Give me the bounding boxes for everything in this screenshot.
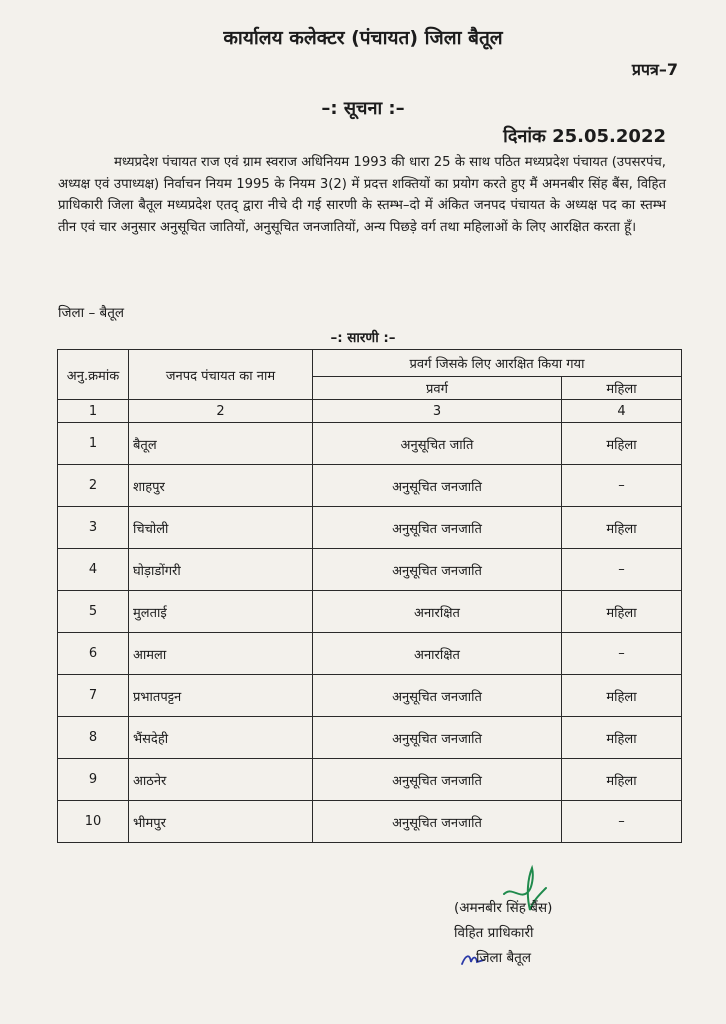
row-serial: 10 <box>58 801 129 843</box>
row-janpad-name: घोड़ाडोंगरी <box>129 549 313 591</box>
row-women: – <box>562 633 682 675</box>
row-category: अनारक्षित <box>313 591 562 633</box>
column-number: 3 <box>313 400 562 423</box>
row-category: अनुसूचित जनजाति <box>313 801 562 843</box>
row-category: अनुसूचित जनजाति <box>313 507 562 549</box>
row-serial: 5 <box>58 591 129 633</box>
row-women: महिला <box>562 675 682 717</box>
notice-heading: –: सूचना :– <box>321 98 405 119</box>
row-janpad-name: बैतूल <box>129 423 313 465</box>
row-janpad-name: मुलताई <box>129 591 313 633</box>
district-label: जिला – बैतूल <box>58 305 125 321</box>
row-serial: 1 <box>58 423 129 465</box>
notice-date: दिनांक 25.05.2022 <box>503 126 666 147</box>
table-row <box>58 759 682 801</box>
column-number-row <box>58 400 682 423</box>
row-category: अनुसूचित जाति <box>313 423 562 465</box>
table-row <box>58 675 682 717</box>
header-category: प्रवर्ग <box>313 377 562 400</box>
table-row <box>58 801 682 843</box>
row-category: अनारक्षित <box>313 633 562 675</box>
reservation-table <box>57 349 682 843</box>
row-janpad-name: भैंसदेही <box>129 717 313 759</box>
row-janpad-name: भीमपुर <box>129 801 313 843</box>
row-category: अनुसूचित जनजाति <box>313 717 562 759</box>
header-women: महिला <box>562 377 682 400</box>
row-category: अनुसूचित जनजाति <box>313 549 562 591</box>
row-serial: 4 <box>58 549 129 591</box>
row-category: अनुसूचित जनजाति <box>313 465 562 507</box>
row-women: महिला <box>562 717 682 759</box>
table-row <box>58 633 682 675</box>
row-category: अनुसूचित जनजाति <box>313 675 562 717</box>
row-serial: 6 <box>58 633 129 675</box>
signatory-name: (अमनबीर सिंह बैंस) <box>454 900 553 916</box>
notice-paragraph: मध्यप्रदेश पंचायत राज एवं ग्राम स्वराज अधिनियम 1993 की धारा 25 के साथ पठित मध्यप्रदेश पंचायत (उपसरपंच, अध्यक्ष एवं उपाध्यक्ष) निर्वाचन नियम 1995 के नियम 3(2) में प्रदत्त शक्तियों का प्रयोग करते हुए मैं अमनबीर सिंह बैंस, विहित प्राधिकारी जिला बैतूल मध्यप्रदेश एतद् द्वारा नीचे दी गई सारणी के स्तम्भ–दो में अंकित जनपद पंचायत के अध्यक्ष पद का स्तम्भ तीन एवं चार अनुसार अनुसूचित जातियों, अनुसूचित जनजातियों, अन्य पिछड़े वर्ग तथा महिलाओं के लिए आरक्षित करता हूँ। <box>58 155 666 235</box>
form-number: प्रपत्र–7 <box>631 60 678 79</box>
row-women: – <box>562 465 682 507</box>
row-serial: 8 <box>58 717 129 759</box>
row-serial: 7 <box>58 675 129 717</box>
document-title: कार्यालय कलेक्टर (पंचायत) जिला बैतूल <box>223 27 503 49</box>
row-women: – <box>562 801 682 843</box>
row-janpad-name: आमला <box>129 633 313 675</box>
row-category: अनुसूचित जनजाति <box>313 759 562 801</box>
column-number: 4 <box>562 400 682 423</box>
header-name: जनपद पंचायत का नाम <box>129 350 313 400</box>
header-serial: अनु.क्रमांक <box>58 350 129 400</box>
row-women: महिला <box>562 591 682 633</box>
column-number: 1 <box>58 400 129 423</box>
table-row <box>58 423 682 465</box>
table-row <box>58 717 682 759</box>
signature-block <box>454 896 552 971</box>
table-header-row <box>58 350 682 377</box>
row-serial: 9 <box>58 759 129 801</box>
column-number: 2 <box>129 400 313 423</box>
table-row <box>58 465 682 507</box>
row-women: महिला <box>562 423 682 465</box>
signatory-office: जिला बैतूल <box>476 950 532 966</box>
row-serial: 2 <box>58 465 129 507</box>
table-row <box>58 591 682 633</box>
row-serial: 3 <box>58 507 129 549</box>
row-janpad-name: आठनेर <box>129 759 313 801</box>
signatory-designation: विहित प्राधिकारी <box>454 925 534 941</box>
table-row <box>58 549 682 591</box>
row-janpad-name: शाहपुर <box>129 465 313 507</box>
table-title: –: सारणी :– <box>330 330 396 346</box>
row-women: – <box>562 549 682 591</box>
row-women: महिला <box>562 759 682 801</box>
row-janpad-name: प्रभातपट्टन <box>129 675 313 717</box>
table-row <box>58 507 682 549</box>
header-reserved-for: प्रवर्ग जिसके लिए आरक्षित किया गया <box>313 350 682 377</box>
row-women: महिला <box>562 507 682 549</box>
row-janpad-name: चिचोली <box>129 507 313 549</box>
